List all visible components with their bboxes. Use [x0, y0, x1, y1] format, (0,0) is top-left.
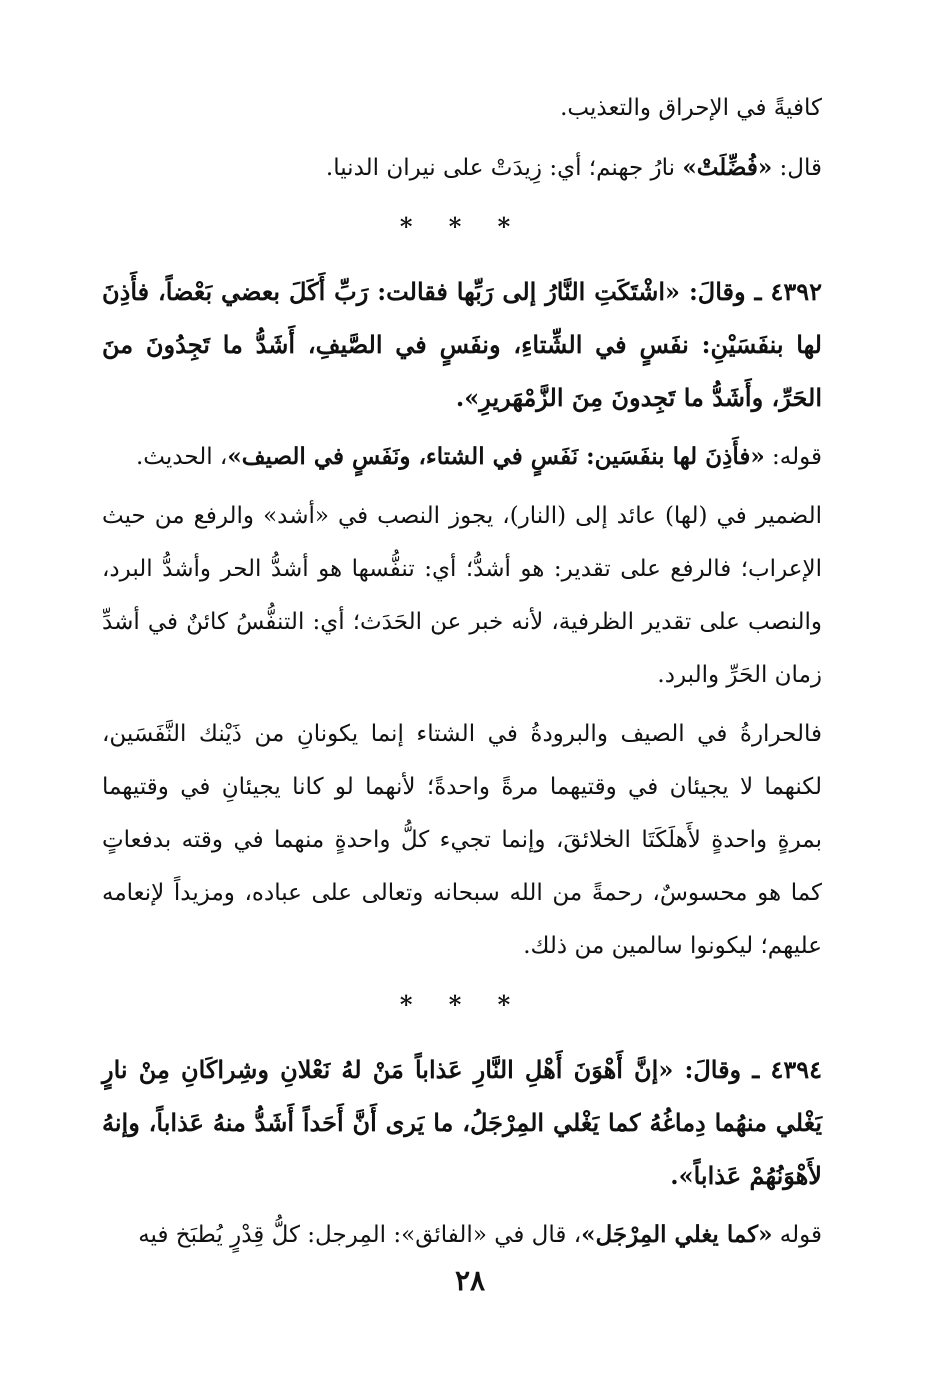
quoted-phrase: «كما يغلي المِرْجَل» — [581, 1221, 773, 1248]
paragraph-commentary-adhina — [102, 430, 822, 484]
paragraph-continuation: كافيةً في الإحراق والتعذيب. — [560, 95, 822, 121]
paragraph-grammar-explanation: الضمير في (لها) عائد إلى (النار)، يجوز النصب في «أشد» والرفع من حيث الإعراب؛ فالرفع على تقدير: هو أشدُّ؛ أي: تنفُّسها هو أشدُّ الحر وأشدُّ البرد، والنصب على تقدير الظرفية، لأنه خبر عن الحَدَث؛ أي: التنفُّسُ كائنٌ في أشدِّ زمان الحَرِّ والبرد. — [102, 503, 822, 688]
quoted-phrase: «فأَذِنَ لها بنفَسَين: نَفَسٍ في الشتاء، ونَفَسٍ في الصيف» — [227, 443, 765, 470]
paragraph-commentary-fuddilat — [102, 141, 822, 195]
quoted-term: «فُضِّلَتْ» — [682, 154, 773, 181]
commentary-text: ، الحديث. — [136, 444, 228, 470]
hadith-4394: ٤٣٩٤ ـ وقالَ: «إنَّ أَهْوَنَ أَهْلِ النَّارِ عَذاباً مَنْ لهُ نَعْلانِ وشِراكَانِ مِنْ نارٍ يَغْلي منهُما دِماغُهُ كما يَغْلي المِرْجَلُ، ما يَرى أَنَّ أَحَداً أَشَدُّ منهُ عَذاباً، وإنهُ لأَهْوَنُهُمْ عَذاباً». — [102, 1055, 822, 1190]
paragraph-heat-cold-explanation: فالحرارةُ في الصيف والبرودةُ في الشتاء إنما يكونانِ من ذَيْنك النَّفَسَين، لكنهما لا يجيئان في وقتيهما مرةً واحدةً؛ لأنهما لو كانا يجيئانِ في وقتيهما بمرةٍ واحدةٍ لأَهلَكَتَا الخلائقَ، وإنما تجيء كلُّ واحدةٍ منهما في وقته بدفعاتٍ كما هو محسوسٌ، رحمةً من الله سبحانه وتعالى على عباده، ومزيداً لإنعامه عليهم؛ ليكونوا سالمين من ذلك. — [102, 721, 822, 959]
hadith-4392: ٤٣٩٢ ـ وقالَ: «اشْتَكَتِ النَّارُ إلى رَبِّها فقالت: رَبِّ أَكَلَ بعضي بَعْضاً، فأَذِنَ لها بنفَسَيْنِ: نفَسٍ في الشِّتاءِ، ونفَسٍ في الصَّيفِ، أَشَدُّ ما تَجِدُونَ منَ الحَرِّ، وأَشَدُّ ما تَجِدونَ مِنَ الزَّمْهَريرِ». — [102, 277, 822, 412]
section-separator: * * * — [399, 212, 525, 241]
section-separator: * * * — [399, 990, 525, 1019]
paragraph-commentary-mirjal — [102, 1208, 822, 1262]
commentary-intro: قال: — [772, 155, 822, 181]
commentary-text: ، قال في «الفائق»: المِرجل: كلُّ قِدْرٍ يُطبَخ فيه — [138, 1222, 582, 1248]
commentary-intro: قوله: — [764, 444, 822, 470]
page-number: ٢٨ — [454, 1264, 486, 1297]
commentary-text: نارُ جهنم؛ أي: زِيدَتْ على نيران الدنيا. — [325, 155, 683, 181]
commentary-intro: قوله — [772, 1222, 822, 1248]
